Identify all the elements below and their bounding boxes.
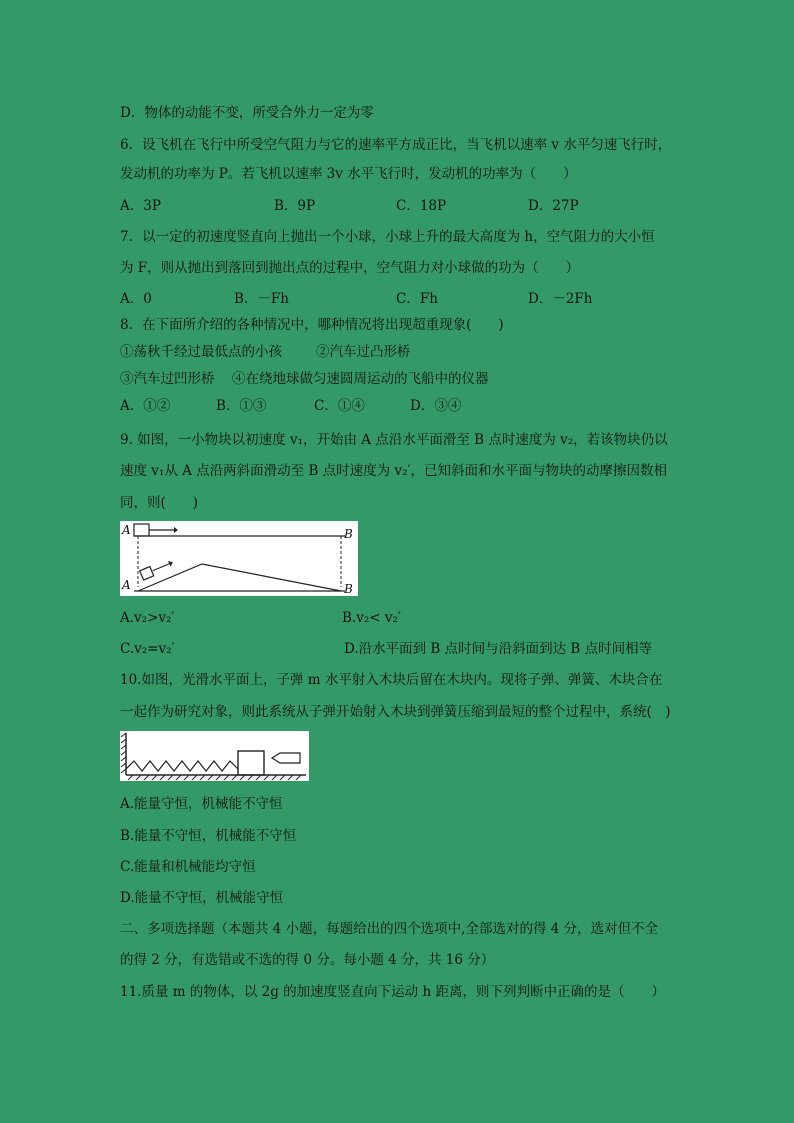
q5-option-d: D．物体的动能不变，所受合外力一定为零 bbox=[120, 105, 374, 121]
q10-figure bbox=[120, 731, 309, 781]
q8-option-c: C．①④ bbox=[314, 398, 365, 414]
q9-label-a-top: A bbox=[122, 523, 131, 537]
q7-stem-line1: 7．以一定的初速度竖直向上抛出一个小球，小球上升的最大高度为 h，空气阻力的大小恒 bbox=[120, 229, 655, 245]
q6-option-d: D．27P bbox=[528, 198, 579, 214]
q9-option-c: C.v₂=v₂′ bbox=[120, 641, 175, 657]
q9-stem-line3: 同，则( ) bbox=[120, 495, 199, 511]
q7-option-c: C．Fh bbox=[396, 291, 438, 307]
q7-option-d: D．－2Fh bbox=[528, 291, 593, 307]
q6-option-c: C．18P bbox=[396, 198, 447, 214]
q7-stem-line2: 为 F，则从抛出到落回到抛出点的过程中，空气阻力对小球做的功为（ ） bbox=[120, 260, 580, 276]
q8-item-2: ②汽车过凸形桥 bbox=[316, 344, 411, 360]
q8-option-a: A．①② bbox=[120, 398, 171, 414]
q6-option-b: B．9P bbox=[274, 198, 316, 214]
q10-option-c: C.能量和机械能均守恒 bbox=[120, 859, 256, 875]
q10-stem-line2: 一起作为研究对象，则此系统从子弹开始射入木块到弹簧压缩到最短的整个过程中，系统( ) bbox=[120, 704, 671, 720]
q8-stem: 8．在下面所介绍的各种情况中，哪种情况将出现超重现象( ) bbox=[120, 317, 504, 333]
q9-figure bbox=[120, 521, 358, 596]
q8-option-b: B．①③ bbox=[216, 398, 267, 414]
q8-item-3: ③汽车过凹形桥 bbox=[120, 371, 215, 387]
q10-stem-line1: 10.如图，光滑水平面上，子弹 m 水平射入木块后留在木块内。现将子弹、弹簧、木块合在 bbox=[120, 672, 663, 688]
q10-figure-drawing bbox=[120, 731, 309, 781]
q6-stem-line2: 发动机的功率为 P。若飞机以速率 3v 水平飞行时，发动机的功率为（ ） bbox=[120, 166, 577, 182]
q8-item-1: ①荡秋千经过最低点的小孩 bbox=[120, 344, 282, 360]
q9-option-a: A.v₂>v₂′ bbox=[120, 610, 175, 626]
q9-figure-drawing bbox=[120, 521, 358, 596]
q9-option-b: B.v₂< v₂′ bbox=[342, 610, 401, 626]
q6-stem-line1: 6．设飞机在飞行中所受空气阻力与它的速率平方成正比，当飞机以速率 v 水平匀速飞行时， bbox=[120, 137, 672, 153]
q6-option-a: A．3P bbox=[120, 198, 161, 214]
q8-item-4: ④在绕地球做匀速圆周运动的飞船中的仪器 bbox=[232, 371, 489, 387]
q9-label-b-bottom: B bbox=[344, 582, 353, 596]
section2-heading-line2: 的得 2 分，有选错或不选的得 0 分。每小题 4 分，共 16 分） bbox=[120, 952, 495, 968]
q9-option-d: D.沿水平面到 B 点时间与沿斜面到达 B 点时间相等 bbox=[344, 641, 653, 657]
q10-option-a: A.能量守恒，机械能不守恒 bbox=[120, 796, 283, 812]
q10-option-b: B.能量不守恒，机械能不守恒 bbox=[120, 828, 297, 844]
q9-label-b-top: B bbox=[344, 527, 353, 541]
q9-label-a-bottom: A bbox=[122, 578, 131, 592]
q9-stem-line1: 9. 如图，一小物块以初速度 v₁，开始由 A 点沿水平面滑至 B 点时速度为 v₂，若该物块仍以 bbox=[120, 432, 668, 448]
q10-option-d: D.能量不守恒，机械能守恒 bbox=[120, 890, 284, 906]
q9-stem-line2: 速度 v₁从 A 点沿两斜面滑动至 B 点时速度为 v₂′，已知斜面和水平面与物块的动摩擦因数相 bbox=[120, 463, 668, 479]
q7-option-a: A．0 bbox=[120, 291, 152, 307]
section2-heading-line1: 二、多项选择题（本题共 4 小题，每题给出的四个选项中,全部选对的得 4 分，选对但不全 bbox=[120, 921, 659, 937]
q11-stem: 11.质量 m 的物体，以 2g 的加速度竖直向下运动 h 距离，则下列判断中正确的是（ ） bbox=[120, 984, 665, 1000]
q7-option-b: B．－Fh bbox=[234, 291, 289, 307]
q8-option-d: D．③④ bbox=[410, 398, 462, 414]
